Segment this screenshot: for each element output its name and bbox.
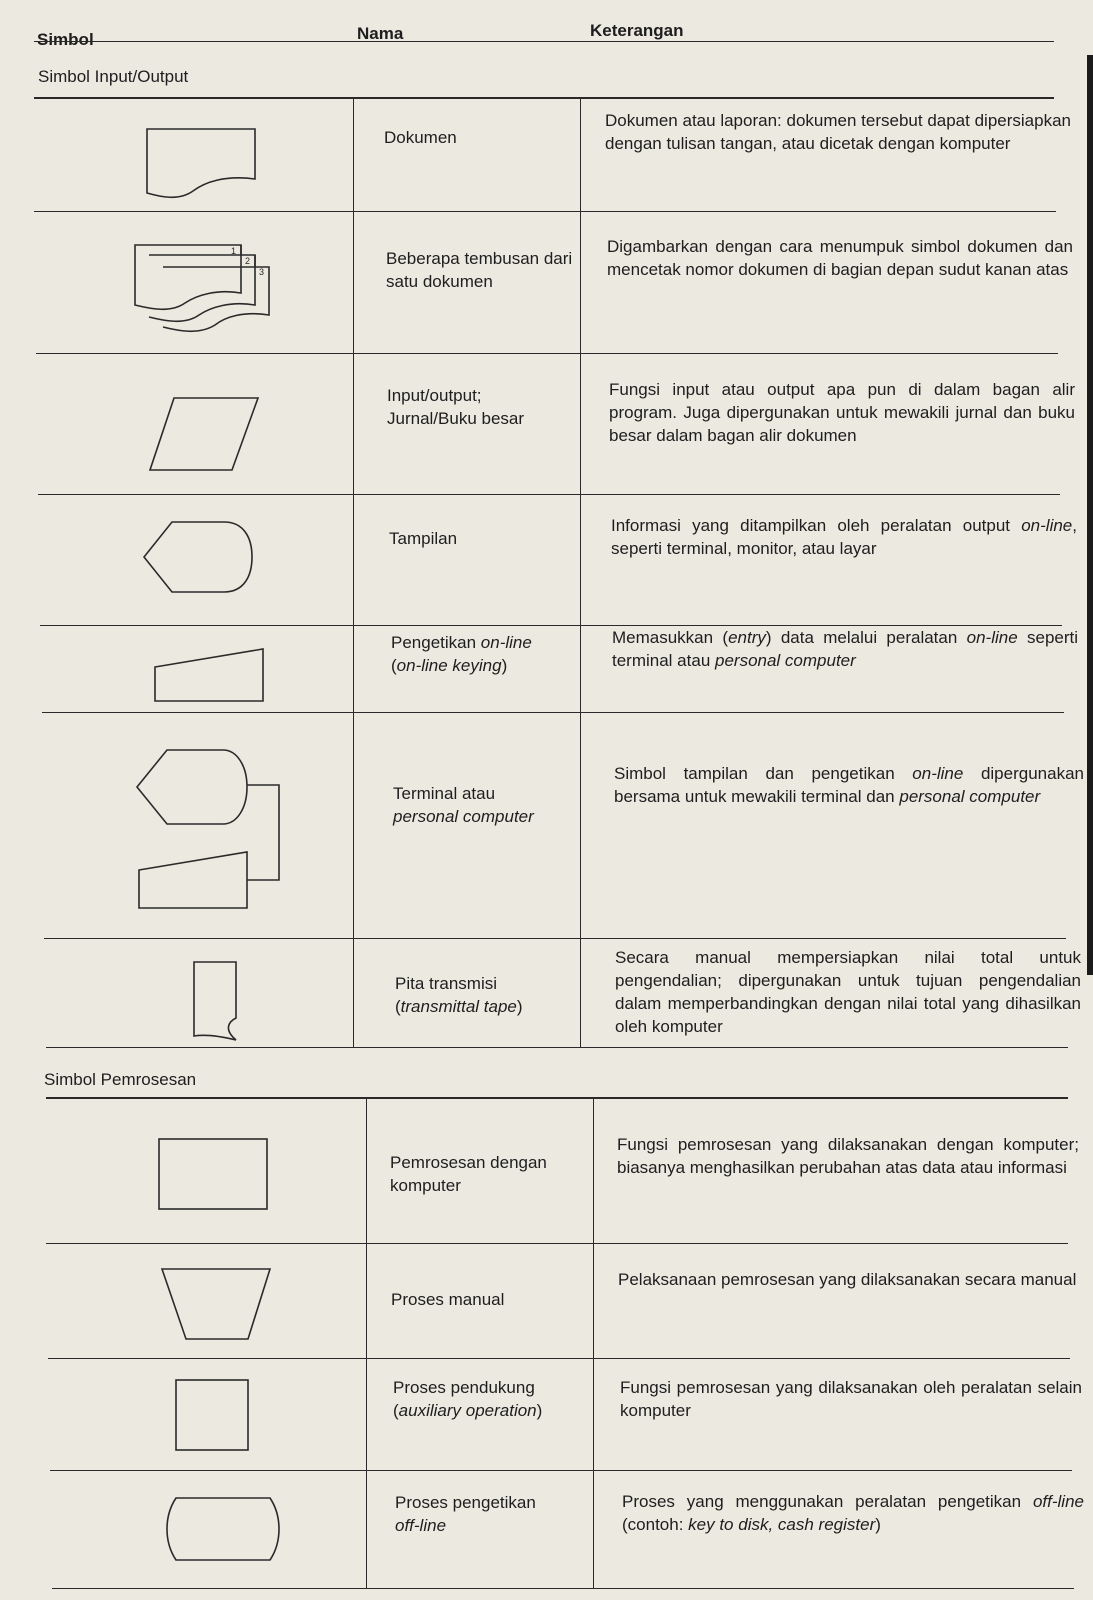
- document-symbol-icon: [145, 127, 257, 201]
- column-divider-description: [580, 97, 581, 1047]
- display-symbol-icon: [142, 520, 254, 594]
- row-name-display: Tampilan: [389, 529, 458, 548]
- header-description: Keterangan: [590, 21, 684, 40]
- row-name-computer-processing: Pemrosesan dengan komputer: [390, 1153, 547, 1195]
- computer-processing-symbol-icon: [157, 1137, 269, 1211]
- row-name-online-keying: Pengetikan on-line (on-line keying): [391, 633, 532, 675]
- row-name-transmittal-tape: Pita transmisi (transmittal tape): [395, 974, 523, 1016]
- row-name-manual-process: Proses manual: [391, 1290, 505, 1309]
- processing-top-rule: [46, 1097, 1068, 1099]
- header-rule: [34, 41, 1054, 42]
- row-desc-display: Informasi yang ditampilkan oleh peralatan output on-line, seperti terminal, monitor, atau layar: [611, 516, 1077, 558]
- row-desc-document: Dokumen atau laporan: dokumen tersebut dapat dipersiapkan dengan tulisan tangan, atau dicetak dengan komputer: [605, 111, 1071, 153]
- terminal-symbol-icon: [135, 748, 285, 912]
- header-name: Nama: [357, 24, 404, 43]
- row-separator: [46, 1243, 1068, 1244]
- row-desc-computer-processing: Fungsi pemrosesan yang dilaksanakan dengan komputer; biasanya menghasilkan perubahan atas data atau informasi: [617, 1135, 1079, 1177]
- row-separator: [36, 353, 1058, 354]
- row-desc-input-output: Fungsi input atau output apa pun di dalam bagan alir program. Juga dipergunakan untuk mewakili jurnal dan buku besar dalam bagan alir dokumen: [609, 380, 1075, 445]
- row-desc-online-keying: Memasukkan (entry) data melalui peralatan on-line seperti terminal atau personal computer: [612, 628, 1079, 670]
- table-top-rule: [34, 97, 1054, 99]
- column-divider-name: [353, 97, 354, 1047]
- offline-keying-symbol-icon: [162, 1496, 284, 1562]
- row-name-multiple-copies: Beberapa tembusan dari satu dokumen: [386, 249, 573, 291]
- row-desc-terminal: Simbol tampilan dan pengetikan on-line dipergunakan bersama untuk mewakili terminal dan personal computer: [614, 764, 1084, 806]
- row-name-offline-keying: Proses pengetikan off-line: [395, 1493, 536, 1535]
- header-symbol: Simbol: [37, 30, 94, 49]
- row-separator: [48, 1358, 1070, 1359]
- auxiliary-operation-symbol-icon: [174, 1378, 250, 1452]
- row-separator: [50, 1470, 1072, 1471]
- row-name-document: Dokumen: [384, 128, 457, 147]
- row-desc-offline-keying: Proses yang menggunakan peralatan pengetikan off-line (contoh: key to disk, cash register): [622, 1492, 1084, 1534]
- input-output-symbol-icon: [148, 396, 260, 472]
- row-separator: [34, 211, 1056, 212]
- row-desc-multiple-copies: Digambarkan dengan cara menumpuk simbol dokumen dan mencetak nomor dokumen di bagian depan sudut kanan atas: [607, 237, 1073, 279]
- row-name-auxiliary-operation: Proses pendukung (auxiliary operation): [393, 1378, 543, 1420]
- multiple-copies-symbol-icon: [133, 243, 273, 335]
- transmittal-tape-symbol-icon: [192, 960, 240, 1042]
- copy-number-2: 2: [245, 256, 251, 266]
- row-name-input-output: Input/output; Jurnal/Buku besar: [387, 386, 525, 428]
- row-separator: [46, 1047, 1068, 1048]
- row-separator: [44, 938, 1066, 939]
- row-name-terminal: Terminal atau personal computer: [393, 784, 534, 826]
- copy-number-3: 3: [259, 267, 265, 277]
- section-title-processing: Simbol Pemrosesan: [44, 1070, 197, 1089]
- row-desc-auxiliary-operation: Fungsi pemrosesan yang dilaksanakan oleh peralatan selain komputer: [620, 1378, 1082, 1420]
- column-divider-description: [593, 1097, 594, 1588]
- manual-process-symbol-icon: [160, 1267, 272, 1341]
- row-separator: [52, 1588, 1074, 1589]
- copy-number-1: 1: [231, 246, 237, 256]
- row-desc-transmittal-tape: Secara manual mempersiapkan nilai total untuk pengendalian; dipergunakan untuk tujuan pengendalian dalam memperbandingkan dengan nilai total yang dihasilkan oleh komputer: [615, 948, 1081, 1036]
- row-separator: [42, 712, 1064, 713]
- column-divider-name: [366, 1097, 367, 1588]
- row-separator: [38, 494, 1060, 495]
- section-title-input-output: Simbol Input/Output: [38, 67, 189, 86]
- page-edge-bar: [1087, 55, 1093, 975]
- online-keying-symbol-icon: [153, 647, 265, 703]
- row-desc-manual-process: Pelaksanaan pemrosesan yang dilaksanakan secara manual: [618, 1270, 1077, 1289]
